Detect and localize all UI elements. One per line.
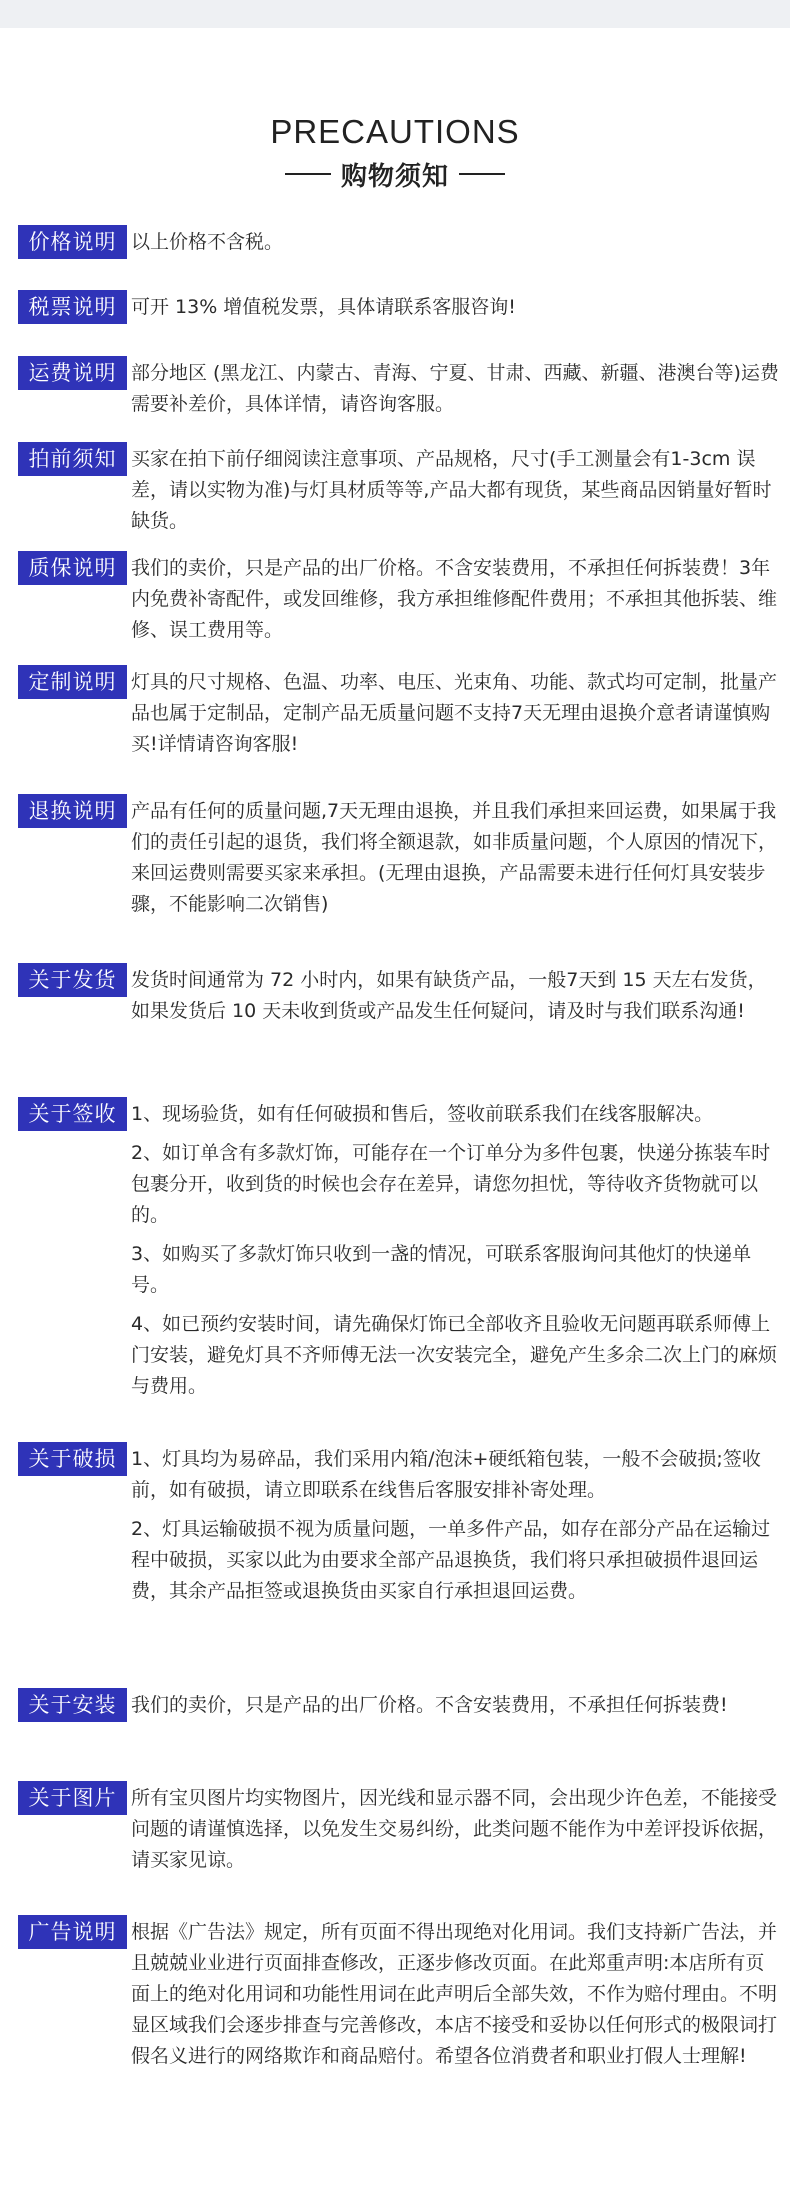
- title-divider-right: [459, 173, 505, 175]
- section-label: 退换说明: [18, 794, 127, 828]
- section-body: [131, 227, 781, 258]
- section-label: 税票说明: [18, 290, 127, 324]
- section-label: 关于图片: [18, 1781, 127, 1815]
- section-label: 关于破损: [18, 1442, 127, 1476]
- section-body: [131, 1444, 781, 1607]
- section-paragraph: 1、现场验货，如有任何破损和售后，签收前联系我们在线客服解决。: [131, 1103, 714, 1125]
- section-paragraph: 1、灯具均为易碎品，我们采用内箱/泡沫+硬纸箱包装，一般不会破损;签收前，如有破损，请立即联系在线售后客服安排补寄处理。: [131, 1448, 761, 1501]
- section-label: 关于发货: [18, 963, 127, 997]
- section-label: 运费说明: [18, 356, 127, 390]
- section-paragraph: 根据《广告法》规定，所有页面不得出现绝对化用词。我们支持新广告法，并且兢兢业业进行页面排查修改，正逐步修改页面。在此郑重声明:本店所有页面上的绝对化用词和功能性用词在此声明后全部失效，不作为赔付理由。不明显区域我们会逐步排查与完善修改，本店不接受和妥协以任何形式的极限词打假名义进行的网络欺诈和商品赔付。希望各位消费者和职业打假人士理解!: [131, 1921, 778, 2067]
- section-paragraph: 所有宝贝图片均实物图片，因光线和显示器不同，会出现少许色差，不能接受问题的请谨慎选择，以免发生交易纠纷，此类问题不能作为中差评投诉依据，请买家见谅。: [131, 1787, 778, 1871]
- section-body: [131, 292, 781, 323]
- section-paragraph: 4、如已预约安装时间，请先确保灯饰已全部收齐且验收无问题再联系师傅上门安装，避免灯具不齐师傅无法一次安装完全，避免产生多余二次上门的麻烦与费用。: [131, 1313, 778, 1397]
- section-paragraph: 以上价格不含税。: [131, 231, 284, 253]
- section-label: 拍前须知: [18, 442, 127, 476]
- page-title-en: PRECAUTIONS: [270, 113, 520, 150]
- top-band: [0, 0, 790, 28]
- section-body: [131, 358, 781, 420]
- section-paragraph: 买家在拍下前仔细阅读注意事项、产品规格，尺寸(手工测量会有1-3cm 误差，请以实物为准)与灯具材质等等,产品大都有现货，某些商品因销量好暂时缺货。: [131, 448, 772, 532]
- section-paragraph: 发货时间通常为 72 小时内，如果有缺货产品，一般7天到 15 天左右发货，如果发货后 10 天未收到货或产品发生任何疑问，请及时与我们联系沟通!: [131, 969, 767, 1022]
- section-body: [131, 1783, 781, 1876]
- section-paragraph: 我们的卖价，只是产品的出厂价格。不含安装费用，不承担任何拆装费!: [131, 1694, 728, 1716]
- section-label: 质保说明: [18, 551, 127, 585]
- section-label: 关于安装: [18, 1688, 127, 1722]
- section-paragraph: 2、如订单含有多款灯饰，可能存在一个订单分为多件包裹，快递分拣装车时包裹分开，收到货的时候也会存在差异，请您勿担忧，等待收齐货物就可以的。: [131, 1142, 771, 1226]
- section-paragraph: 灯具的尺寸规格、色温、功率、电压、光束角、功能、款式均可定制，批量产品也属于定制品，定制产品无质量问题不支持7天无理由退换介意者请谨慎购买!详情请咨询客服!: [131, 671, 778, 755]
- section-label: 关于签收: [18, 1097, 127, 1131]
- section-body: [131, 965, 781, 1027]
- section-paragraph: 可开 13% 增值税发票，具体请联系客服咨询!: [131, 296, 516, 318]
- section-label: 定制说明: [18, 665, 127, 699]
- page-header: [0, 112, 790, 194]
- section-paragraph: 产品有任何的质量问题,7天无理由退换，并且我们承担来回运费，如果属于我们的责任引起的退货，我们将全额退款，如非质量问题，个人原因的情况下，来回运费则需要买家来承担。(无理由退换，产品需要未进行任何灯具安装步骤，不能影响二次销售): [131, 800, 778, 915]
- section-paragraph: 我们的卖价，只是产品的出厂价格。不含安装费用，不承担任何拆装费！3年内免费补寄配件，或发回维修，我方承担维修配件费用；不承担其他拆装、维修、误工费用等。: [131, 557, 778, 641]
- section-body: [131, 796, 781, 920]
- section-body: [131, 1917, 781, 2072]
- section-label: 价格说明: [18, 225, 127, 259]
- section-label: 广告说明: [18, 1915, 127, 1949]
- page-title-cn-row: [0, 154, 790, 194]
- section-body: [131, 553, 781, 646]
- section-body: [131, 1099, 781, 1402]
- section-paragraph: 2、灯具运输破损不视为质量问题，一单多件产品，如存在部分产品在运输过程中破损，买家以此为由要求全部产品退换货，我们将只承担破损件退回运费，其余产品拒签或退换货由买家自行承担退回运费。: [131, 1518, 771, 1602]
- section-body: [131, 444, 781, 537]
- section-paragraph: 部分地区 (黑龙江、内蒙古、青海、宁夏、甘肃、西藏、新疆、港澳台等)运费需要补差价，具体详情，请咨询客服。: [131, 362, 779, 415]
- section-body: [131, 1690, 781, 1721]
- title-divider-left: [285, 173, 331, 175]
- page-title-cn: 购物须知: [340, 161, 449, 192]
- section-body: [131, 667, 781, 760]
- section-paragraph: 3、如购买了多款灯饰只收到一盏的情况，可联系客服询问其他灯的快递单号。: [131, 1243, 752, 1296]
